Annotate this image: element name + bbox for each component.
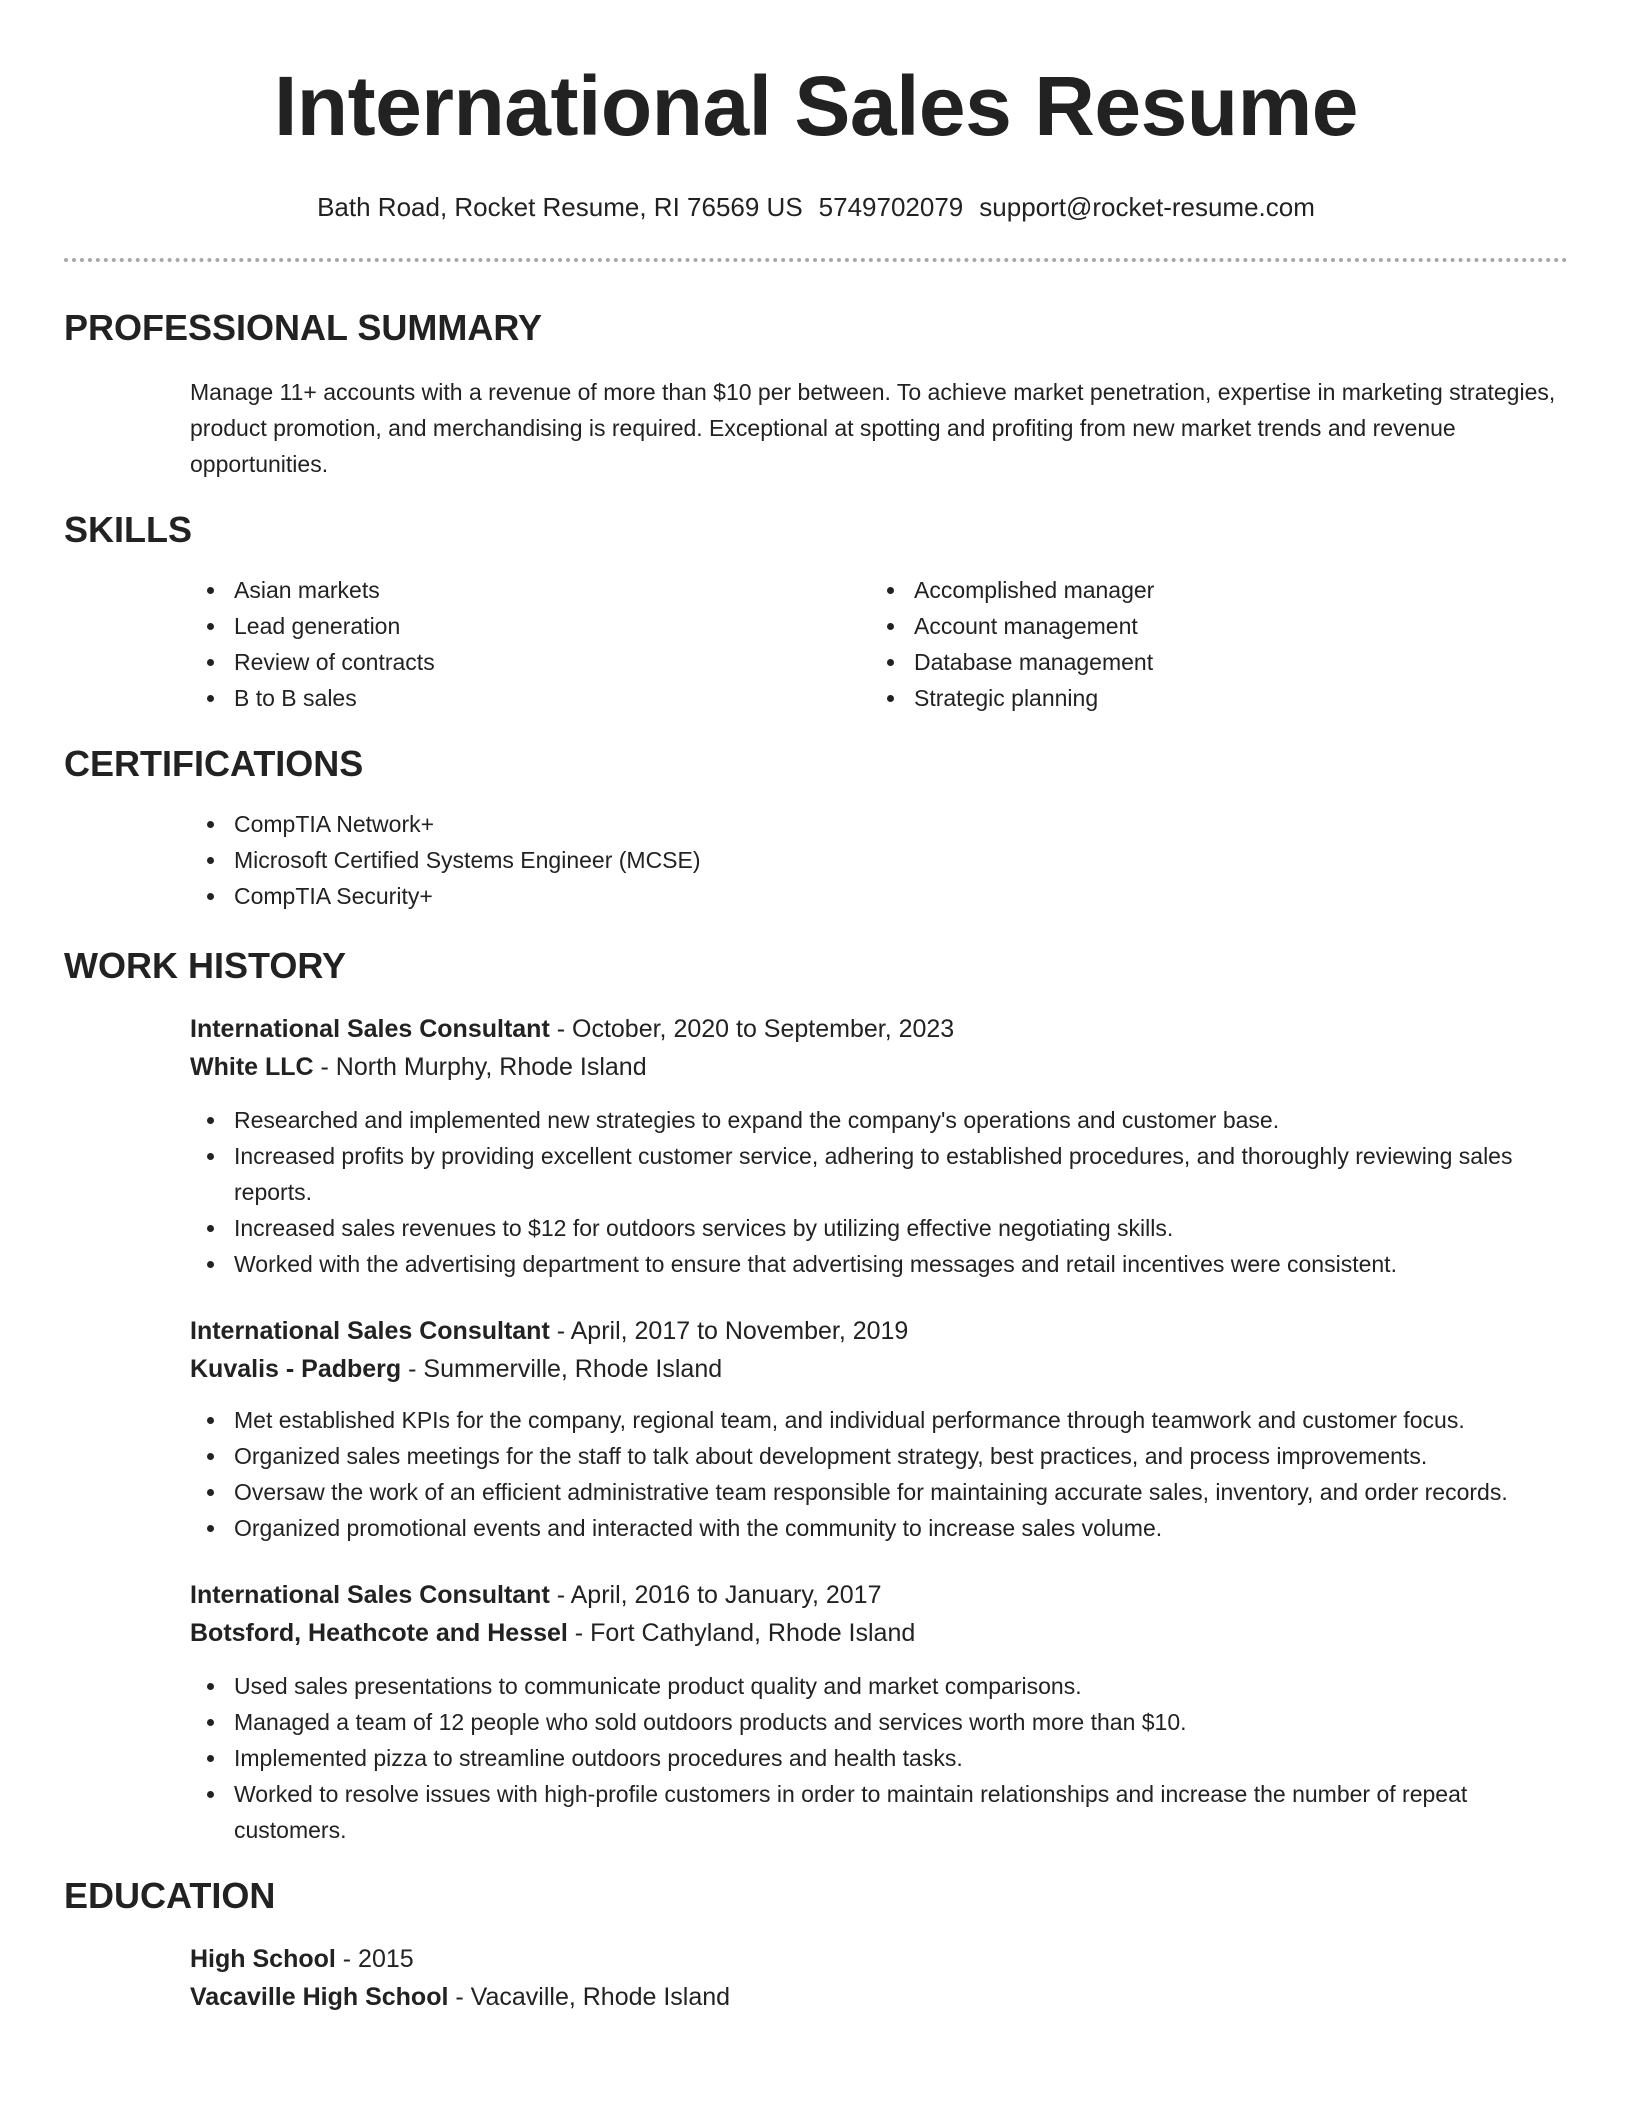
job-company-line [190, 1350, 1568, 1388]
job-company-line [190, 1048, 1568, 1086]
job-dates: - April, 2017 to November, 2019 [549, 1317, 909, 1345]
job-dates: - April, 2016 to January, 2017 [549, 1581, 882, 1609]
skill-item: Account management [870, 608, 1568, 644]
skill-item: B to B sales [190, 680, 870, 716]
summary-heading: PROFESSIONAL SUMMARY [64, 307, 543, 348]
job-bullet: Organized sales meetings for the staff to talk about development strategy, best practices, and process improvements. [190, 1438, 1568, 1474]
education-section [64, 1874, 1568, 2016]
skill-item: Review of contracts [190, 644, 870, 680]
job-bullet: Organized promotional events and interacted with the community to increase sales volume. [190, 1510, 1568, 1546]
work-history-section [64, 944, 1568, 1848]
job-location: - Fort Cathyland, Rhode Island [567, 1619, 916, 1647]
job-title-line [190, 1576, 1568, 1614]
certification-item: Microsoft Certified Systems Engineer (MCSE) [190, 842, 1568, 878]
job-bullet: Researched and implemented new strategies to expand the company's operations and customer base. [190, 1102, 1568, 1138]
skill-item: Asian markets [190, 572, 870, 608]
summary-section [64, 306, 1568, 482]
certifications-section [64, 742, 1568, 914]
job-entry [64, 1576, 1568, 1848]
skill-item: Lead generation [190, 608, 870, 644]
job-bullets [190, 1668, 1568, 1848]
certifications-heading: CERTIFICATIONS [64, 743, 364, 784]
education-degree: High School [190, 1945, 336, 1973]
job-bullet: Met established KPIs for the company, regional team, and individual performance through teamwork and customer focus. [190, 1402, 1568, 1438]
email: support@rocket-resume.com [979, 192, 1315, 222]
contact-line [64, 190, 1568, 224]
job-location: - Summerville, Rhode Island [401, 1355, 723, 1383]
work-history-heading: WORK HISTORY [64, 945, 347, 986]
job-bullet: Implemented pizza to streamline outdoors procedures and health tasks. [190, 1740, 1568, 1776]
job-company-line [190, 1614, 1568, 1652]
certification-item: CompTIA Network+ [190, 806, 1568, 842]
phone: 5749702079 [818, 192, 964, 222]
education-degree-line [190, 1940, 1568, 1978]
job-bullets [190, 1402, 1568, 1546]
job-title-line [190, 1010, 1568, 1048]
job-entry [64, 1312, 1568, 1546]
job-bullet: Oversaw the work of an efficient administrative team responsible for maintaining accurate sales, inventory, and order records. [190, 1474, 1568, 1510]
job-bullet: Worked to resolve issues with high-profile customers in order to maintain relationships and increase the number of repeat customers. [190, 1776, 1568, 1848]
education-school-line [190, 1978, 1568, 2016]
certifications-list [190, 806, 1568, 914]
skill-item: Database management [870, 644, 1568, 680]
skill-item: Strategic planning [870, 680, 1568, 716]
skills-heading: SKILLS [64, 509, 193, 550]
job-company: White LLC [190, 1053, 314, 1081]
certification-item: CompTIA Security+ [190, 878, 1568, 914]
education-year: - 2015 [335, 1945, 414, 1973]
education-school: Vacaville High School [190, 1983, 449, 2011]
summary-text: Manage 11+ accounts with a revenue of more than $10 per between. To achieve market penetration, expertise in marketing strategies, product promotion, and merchandising is required. Exceptional at spotting and profiting from new market trends and revenue opportunities. [190, 379, 1556, 477]
job-dates: - October, 2020 to September, 2023 [549, 1015, 955, 1043]
page-title: International Sales Resume [273, 59, 1359, 153]
job-bullets [190, 1102, 1568, 1282]
skills-list-left [190, 572, 870, 716]
education-location: - Vacaville, Rhode Island [448, 1983, 731, 2011]
skill-item: Accomplished manager [870, 572, 1568, 608]
address: Bath Road, Rocket Resume, RI 76569 US [317, 192, 803, 222]
header-divider [64, 258, 1568, 262]
job-bullet: Used sales presentations to communicate product quality and market comparisons. [190, 1668, 1568, 1704]
job-role: International Sales Consultant [190, 1015, 550, 1043]
job-role: International Sales Consultant [190, 1581, 550, 1609]
skills-section [64, 508, 1568, 716]
skills-list-right [870, 572, 1568, 716]
job-title-line [190, 1312, 1568, 1350]
resume-header [64, 0, 1568, 262]
job-bullet: Managed a team of 12 people who sold outdoors products and services worth more than $10. [190, 1704, 1568, 1740]
job-company: Kuvalis - Padberg [190, 1355, 402, 1383]
job-bullet: Increased profits by providing excellent customer service, adhering to established procedures, and thoroughly reviewing sales reports. [190, 1138, 1568, 1210]
job-company: Botsford, Heathcote and Hessel [190, 1619, 568, 1647]
job-bullet: Increased sales revenues to $12 for outdoors services by utilizing effective negotiating skills. [190, 1210, 1568, 1246]
job-role: International Sales Consultant [190, 1317, 550, 1345]
education-heading: EDUCATION [64, 1875, 276, 1916]
job-entry [64, 1010, 1568, 1282]
job-bullet: Worked with the advertising department to ensure that advertising messages and retail incentives were consistent. [190, 1246, 1568, 1282]
job-location: - North Murphy, Rhode Island [313, 1053, 647, 1081]
